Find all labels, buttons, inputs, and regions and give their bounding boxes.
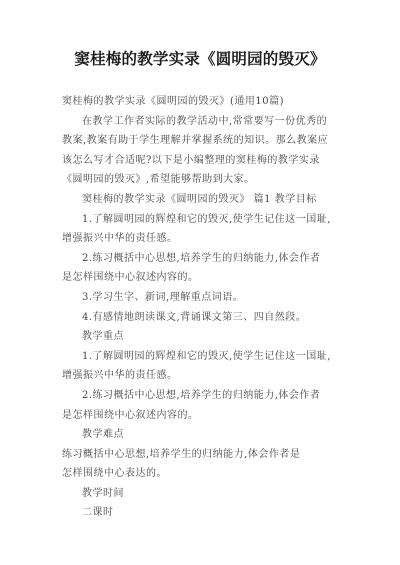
paragraph-line: 2.练习概括中心思想,培养学生的归纳能力,体会作者 bbox=[82, 389, 321, 401]
paragraph-line: 二课时 bbox=[82, 507, 114, 519]
paragraph-line: 教学重点 bbox=[82, 331, 124, 343]
paragraph-line: 增强振兴中华的责任感。 bbox=[62, 370, 178, 382]
paragraph-line: 增强振兴中华的责任感。 bbox=[62, 233, 178, 245]
paragraph-line: 窦桂梅的教学实录《圆明园的毁灭》(通用10篇) bbox=[62, 96, 285, 107]
paragraph-line: 是怎样围绕中心叙述内容的。 bbox=[62, 272, 199, 284]
paragraph-line: 1.了解圆明园的辉煌和它的毁灭,使学生记住这一国耻, bbox=[82, 350, 331, 362]
document-title: 窦桂梅的教学实录《圆明园的毁灭》 bbox=[74, 50, 326, 68]
paragraph-line: 教学时间 bbox=[82, 487, 124, 499]
paragraph-line: 该怎么写才合适呢?以下是小编整理的窦桂梅的教学实录 bbox=[62, 154, 320, 166]
paragraph-line: 教学难点 bbox=[82, 429, 124, 441]
paragraph-line: 怎样围绕中心表达的。 bbox=[62, 468, 167, 480]
paragraph-line: 3.学习生字、新词,理解重点词语。 bbox=[82, 291, 244, 303]
document-body bbox=[62, 92, 344, 523]
paragraph-line: 教案,教案有助于学生理解并掌握系统的知识。那么教案应 bbox=[62, 135, 329, 147]
paragraph-line: 是怎样围绕中心叙述内容的。 bbox=[62, 409, 199, 421]
paragraph-line: 在教学工作者实际的教学活动中,常常要写一份优秀的 bbox=[82, 115, 328, 127]
paragraph-line: 1.了解圆明园的辉煌和它的毁灭,使学生记住这一国耻, bbox=[82, 213, 331, 225]
paragraph-line: 4.有感情地朗读课文,背诵课文第三、四自然段。 bbox=[82, 311, 307, 323]
paragraph-line: 《圆明园的毁灭》,希望能够帮助到大家。 bbox=[62, 174, 255, 186]
paragraph-line: 窦桂梅的教学实录《圆明园的毁灭》 篇1 教学目标 bbox=[82, 193, 317, 205]
paragraph-line: 2.练习概括中心思想,培养学生的归纳能力,体会作者 bbox=[82, 252, 321, 264]
paragraph-line: 练习概括中心思想,培养学生的归纳能力,体会作者是 bbox=[62, 448, 301, 460]
